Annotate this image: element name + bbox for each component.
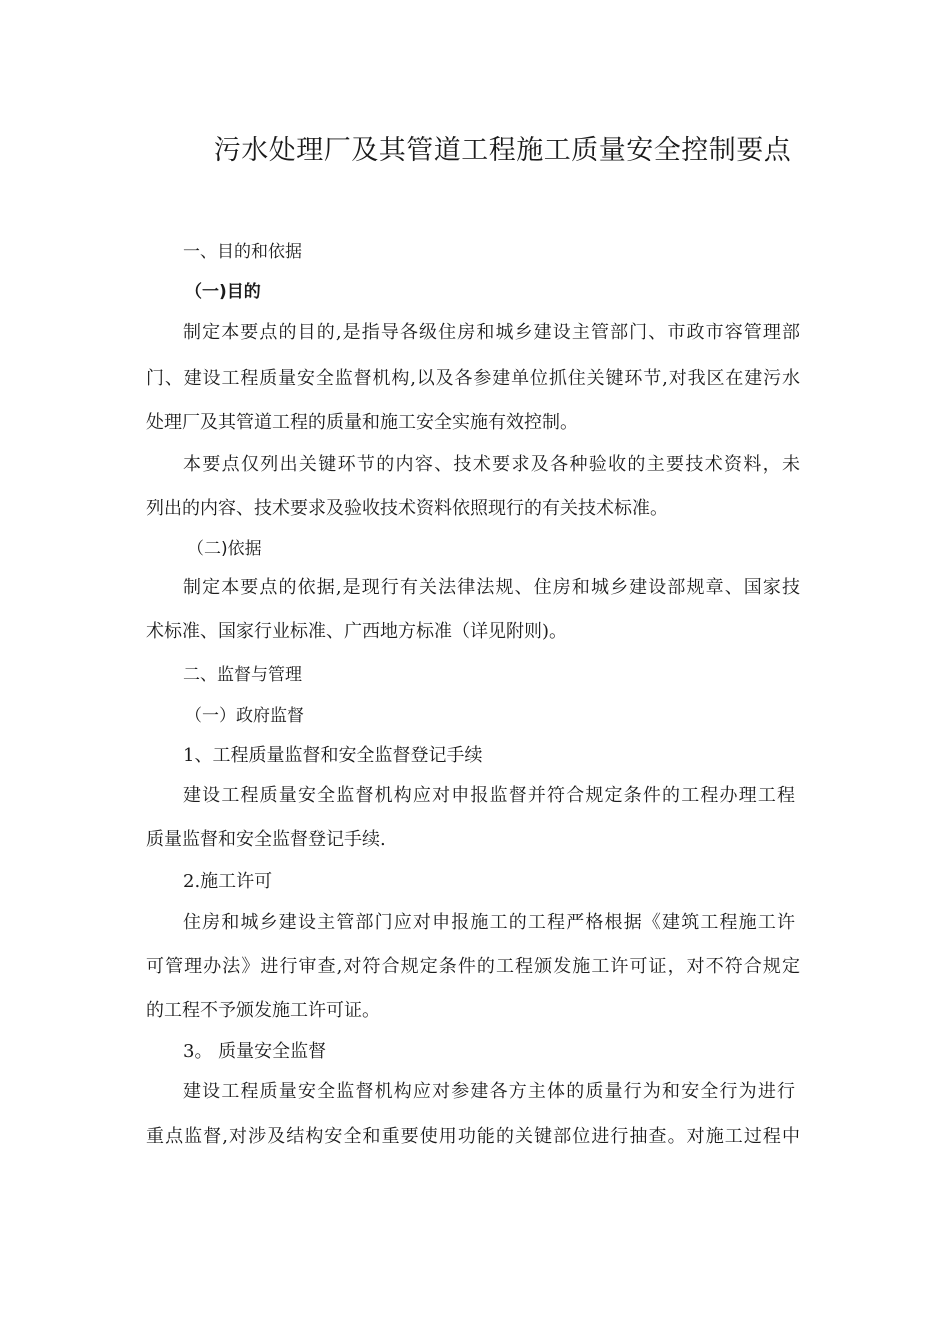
paragraph-line: 建设工程质量安全监督机构应对申报监督并符合规定条件的工程办理工程 xyxy=(183,785,795,806)
paragraph-line: 处理厂及其管道工程的质量和施工安全实施有效控制。 xyxy=(146,412,578,433)
paragraph-line: 建设工程质量安全监督机构应对参建各方主体的质量行为和安全行为进行 xyxy=(183,1081,795,1102)
paragraph-line: 本要点仅列出关键环节的内容、技术要求及各种验收的主要技术资料，未 xyxy=(183,454,800,475)
paragraph-line: 重点监督,对涉及结构安全和重要使用功能的关键部位进行抽查。对施工过程中 xyxy=(146,1126,800,1147)
section-heading-2: 二、监督与管理 xyxy=(183,665,302,685)
paragraph-line: 住房和城乡建设主管部门应对申报施工的工程严格根据《建筑工程施工许 xyxy=(183,912,795,933)
item-heading: 3。 质量安全监督 xyxy=(183,1041,327,1062)
subsection-heading-basis: （二)依据 xyxy=(187,539,262,559)
item-heading: 2.施工许可 xyxy=(183,871,273,892)
paragraph-line: 列出的内容、技术要求及验收技术资料依照现行的有关技术标准。 xyxy=(146,498,668,519)
paragraph-line: 质量监督和安全监督登记手续. xyxy=(146,829,386,850)
subsection-heading-purpose: （一)目的 xyxy=(185,282,261,302)
subsection-heading-government: （一）政府监督 xyxy=(185,706,304,726)
paragraph-line: 门、建设工程质量安全监督机构,以及各参建单位抓住关键环节,对我区在建污水 xyxy=(146,368,800,389)
paragraph-line: 制定本要点的依据,是现行有关法律法规、住房和城乡建设部规章、国家技 xyxy=(183,577,800,598)
paragraph-line: 的工程不予颁发施工许可证。 xyxy=(146,1000,380,1021)
paragraph-line: 可管理办法》进行审查,对符合规定条件的工程颁发施工许可证，对不符合规定 xyxy=(146,956,800,977)
section-heading-1: 一、目的和依据 xyxy=(183,242,302,262)
item-heading: 1、工程质量监督和安全监督登记手续 xyxy=(183,745,483,766)
document-title: 污水处理厂及其管道工程施工质量安全控制要点 xyxy=(213,135,792,166)
paragraph-line: 术标准、国家行业标准、广西地方标准（详见附则)。 xyxy=(146,621,568,642)
paragraph-line: 制定本要点的目的,是指导各级住房和城乡建设主管部门、市政市容管理部 xyxy=(183,322,800,343)
